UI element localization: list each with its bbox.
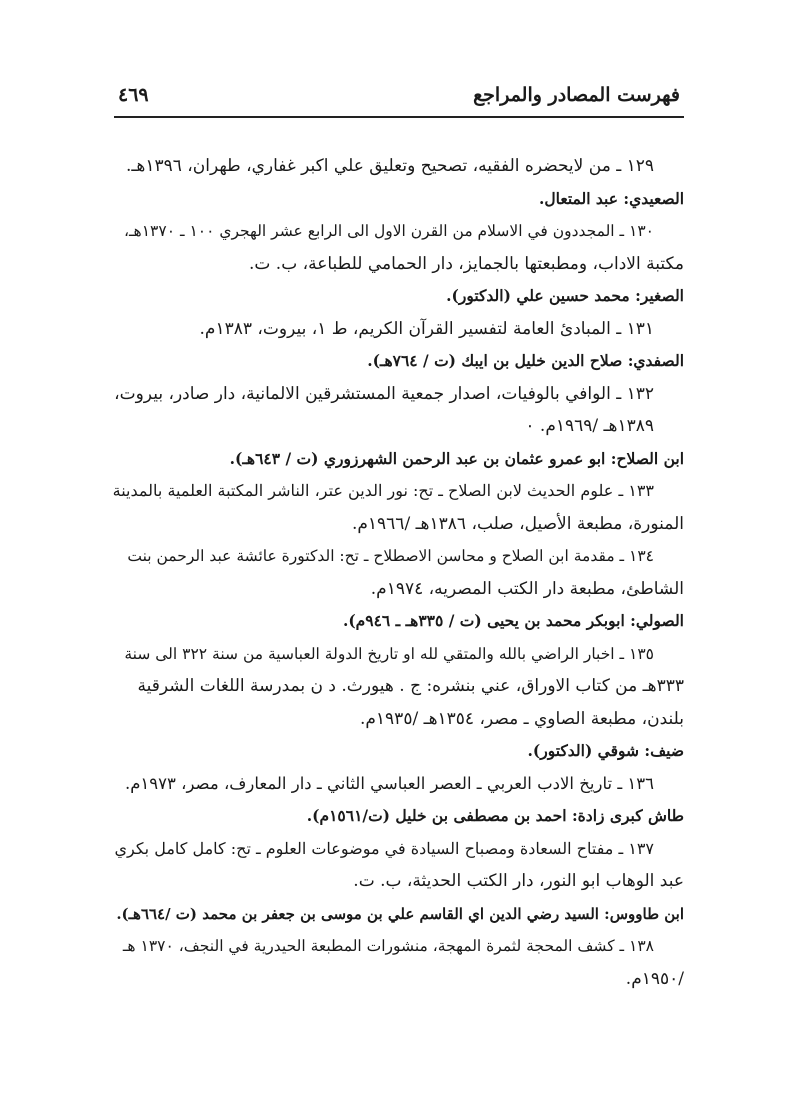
entry-line: ١٣٢ ـ الوافي بالوفيات، اصدار جمعية المستشرقين الالمانية، دار صادر، بيروت، xyxy=(114,383,654,404)
entry-continuation: /١٩٥٠م. xyxy=(625,968,684,989)
entry-line: ١٣٨٩هـ /١٩٦٩م. ٠ xyxy=(525,416,654,436)
entry-line: ١٣١ ـ المبادئ العامة لتفسير القرآن الكريم، ط ١، بيروت، ١٣٨٣م. xyxy=(199,318,654,339)
entry-line: ١٣٣ ـ علوم الحديث لابن الصلاح ـ تح: نور الدين عتر، الناشر المكتبة العلمية بالمدينة xyxy=(112,481,654,500)
page-number: ٤٦٩ xyxy=(118,84,149,106)
author-heading: الصفدي: صلاح الدين خليل بن ايبك (ت / ٧٦٤هـ). xyxy=(367,351,684,370)
running-title: فهرست المصادر والمراجع xyxy=(473,84,680,106)
entry-line: ١٢٩ ـ من لايحضره الفقيه، تصحيح وتعليق علي اكبر غفاري، طهران، ١٣٩٦هـ. xyxy=(125,156,654,176)
entry-continuation: مكتبة الاداب، ومطبعتها بالجمايز، دار الحمامي للطباعة، ب. ت. xyxy=(249,253,684,274)
entry-continuation: عبد الوهاب ابو النور، دار الكتب الحديثة، ب. ت. xyxy=(353,871,684,891)
author-heading: الصغير: محمد حسين علي (الدكتور). xyxy=(446,286,684,305)
author-heading: ابن طاووس: السيد رضي الدين اي القاسم علي بن موسى بن جعفر بن محمد (ت /٦٦٤هـ). xyxy=(116,904,684,923)
bibliography-body xyxy=(112,150,684,995)
entry-continuation: الشاطئ، مطبعة دار الكتب المصريه، ١٩٧٤م. xyxy=(370,578,684,599)
entry-continuation: ٣٣٣هـ من كتاب الاوراق، عني بنشره: ج . هيورث. د ن بمدرسة اللغات الشرقية xyxy=(137,676,684,696)
entry-continuation: المنورة، مطبعة الأصيل، صلب، ١٣٨٦هـ /١٩٦٦م. xyxy=(351,513,684,534)
author-heading: طاش كبرى زادة: احمد بن مصطفى بن خليل (ت/١٥٦١م). xyxy=(306,806,684,825)
entry-line: ١٣٦ ـ تاريخ الادب العربي ـ العصر العباسي الثاني ـ دار المعارف، مصر، ١٩٧٣م. xyxy=(124,773,654,793)
entry-line: ١٣٥ ـ اخبار الراضي بالله والمتقي لله او تاريخ الدولة العباسية من سنة ٣٢٢ الى سنة xyxy=(124,644,654,663)
author-heading: الصعيدي: عبد المتعال. xyxy=(539,188,684,208)
entry-line: ١٣٧ ـ مفتاح السعادة ومصباح السيادة في موضوعات العلوم ـ تح: كامل كامل بكري xyxy=(114,838,654,858)
entry-line: ١٣٠ ـ المجددون في الاسلام من القرن الاول الى الرابع عشر الهجري ١٠٠ ـ ١٣٧٠هـ، xyxy=(124,222,654,240)
entry-continuation: بلندن، مطبعة الصاوي ـ مصر، ١٣٥٤هـ /١٩٣٥م. xyxy=(359,708,684,729)
entry-line: ١٣٨ ـ كشف المحجة لثمرة المهجة، منشورات المطبعة الحيدرية في النجف، ١٣٧٠ هـ xyxy=(122,937,654,955)
author-heading: الصولي: ابوبكر محمد بن يحيى (ت / ٣٣٥هـ ـ ٩٤٦م). xyxy=(342,611,684,630)
entry-line: ١٣٤ ـ مقدمة ابن الصلاح و محاسن الاصطلاح ـ تح: الدكتورة عائشة عبد الرحمن بنت xyxy=(127,547,654,565)
header-rule xyxy=(114,116,684,118)
page-header xyxy=(118,80,680,112)
author-heading: ضيف: شوقي (الدكتور). xyxy=(527,741,684,760)
author-heading: ابن الصلاح: ابو عمرو عثمان بن عبد الرحمن الشهرزوري (ت / ٦٤٣هـ). xyxy=(229,448,684,468)
